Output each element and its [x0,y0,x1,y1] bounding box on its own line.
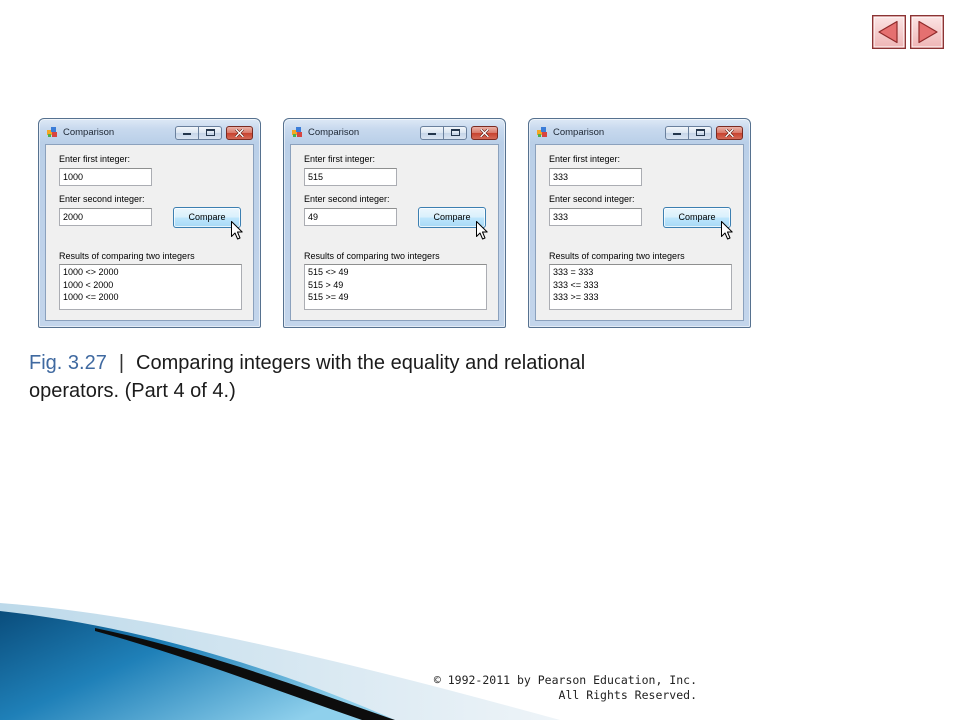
minimize-icon [183,133,191,135]
title-bar[interactable] [39,119,260,144]
close-button[interactable] [471,126,498,140]
previous-slide-button[interactable] [872,15,906,49]
results-label: Results of comparing two integers [304,251,440,261]
figure-caption [29,349,585,405]
maximize-icon [451,129,460,136]
maximize-button[interactable] [198,126,222,140]
caption-line-2: operators. (Part 4 of 4.) [29,380,236,402]
minimize-button[interactable] [665,126,689,140]
second-integer-label: Enter second integer: [304,194,390,204]
minimize-icon [673,133,681,135]
first-integer-input[interactable]: 1000 [59,168,152,186]
comparison-window-2 [283,118,506,328]
next-slide-button[interactable] [910,15,944,49]
first-integer-label: Enter first integer: [549,154,621,164]
copyright-line-2: All Rights Reserved. [558,688,697,702]
second-integer-input[interactable]: 49 [304,208,397,226]
result-line: 333 >= 333 [553,292,599,302]
close-icon [480,129,489,137]
close-icon [235,129,244,137]
second-integer-input[interactable]: 2000 [59,208,152,226]
result-line: 333 = 333 [553,267,594,277]
title-bar[interactable] [284,119,505,144]
caption-separator: | [118,352,125,374]
maximize-button[interactable] [443,126,467,140]
window-title: Comparison [553,127,605,138]
second-integer-input[interactable]: 333 [549,208,642,226]
comparison-window-3 [528,118,751,328]
close-button[interactable] [716,126,743,140]
compare-button[interactable]: Compare [663,207,731,228]
result-line: 1000 <= 2000 [63,292,119,302]
maximize-icon [206,129,215,136]
app-icon [292,127,303,138]
second-integer-label: Enter second integer: [59,194,145,204]
first-integer-label: Enter first integer: [59,154,131,164]
result-line: 515 > 49 [308,279,344,290]
result-line: 1000 < 2000 [63,279,114,290]
mouse-cursor-icon [476,221,488,240]
left-arrow-icon [872,15,906,49]
result-line: 515 <> 49 [308,267,349,277]
second-integer-label: Enter second integer: [549,194,635,204]
app-icon [47,127,58,138]
first-integer-input[interactable]: 333 [549,168,642,186]
figure-label: Fig. 3.27 [29,352,107,374]
close-icon [725,129,734,137]
results-textbox[interactable] [549,264,732,310]
right-arrow-icon [910,15,944,49]
compare-button[interactable]: Compare [173,207,241,228]
copyright-notice [434,673,697,703]
app-icon [537,127,548,138]
results-label: Results of comparing two integers [59,251,195,261]
result-line: 333 <= 333 [553,279,599,290]
first-integer-input[interactable]: 515 [304,168,397,186]
window-title: Comparison [63,127,115,138]
window-title: Comparison [308,127,360,138]
copyright-line-1: © 1992-2011 by Pearson Education, Inc. [433,673,697,687]
mouse-cursor-icon [231,221,243,240]
results-label: Results of comparing two integers [549,251,685,261]
compare-button[interactable]: Compare [418,207,486,228]
maximize-button[interactable] [688,126,712,140]
maximize-icon [696,129,705,136]
results-textbox[interactable] [59,264,242,310]
result-line: 1000 <> 2000 [63,267,119,277]
comparison-window-1 [38,118,261,328]
minimize-icon [428,133,436,135]
mouse-cursor-icon [721,221,733,240]
minimize-button[interactable] [175,126,199,140]
caption-line-1: Comparing integers with the equality and relational [136,352,586,374]
caption-first-line [29,349,585,377]
result-line: 515 >= 49 [308,292,349,302]
first-integer-label: Enter first integer: [304,154,376,164]
minimize-button[interactable] [420,126,444,140]
title-bar[interactable] [529,119,750,144]
results-textbox[interactable] [304,264,487,310]
close-button[interactable] [226,126,253,140]
